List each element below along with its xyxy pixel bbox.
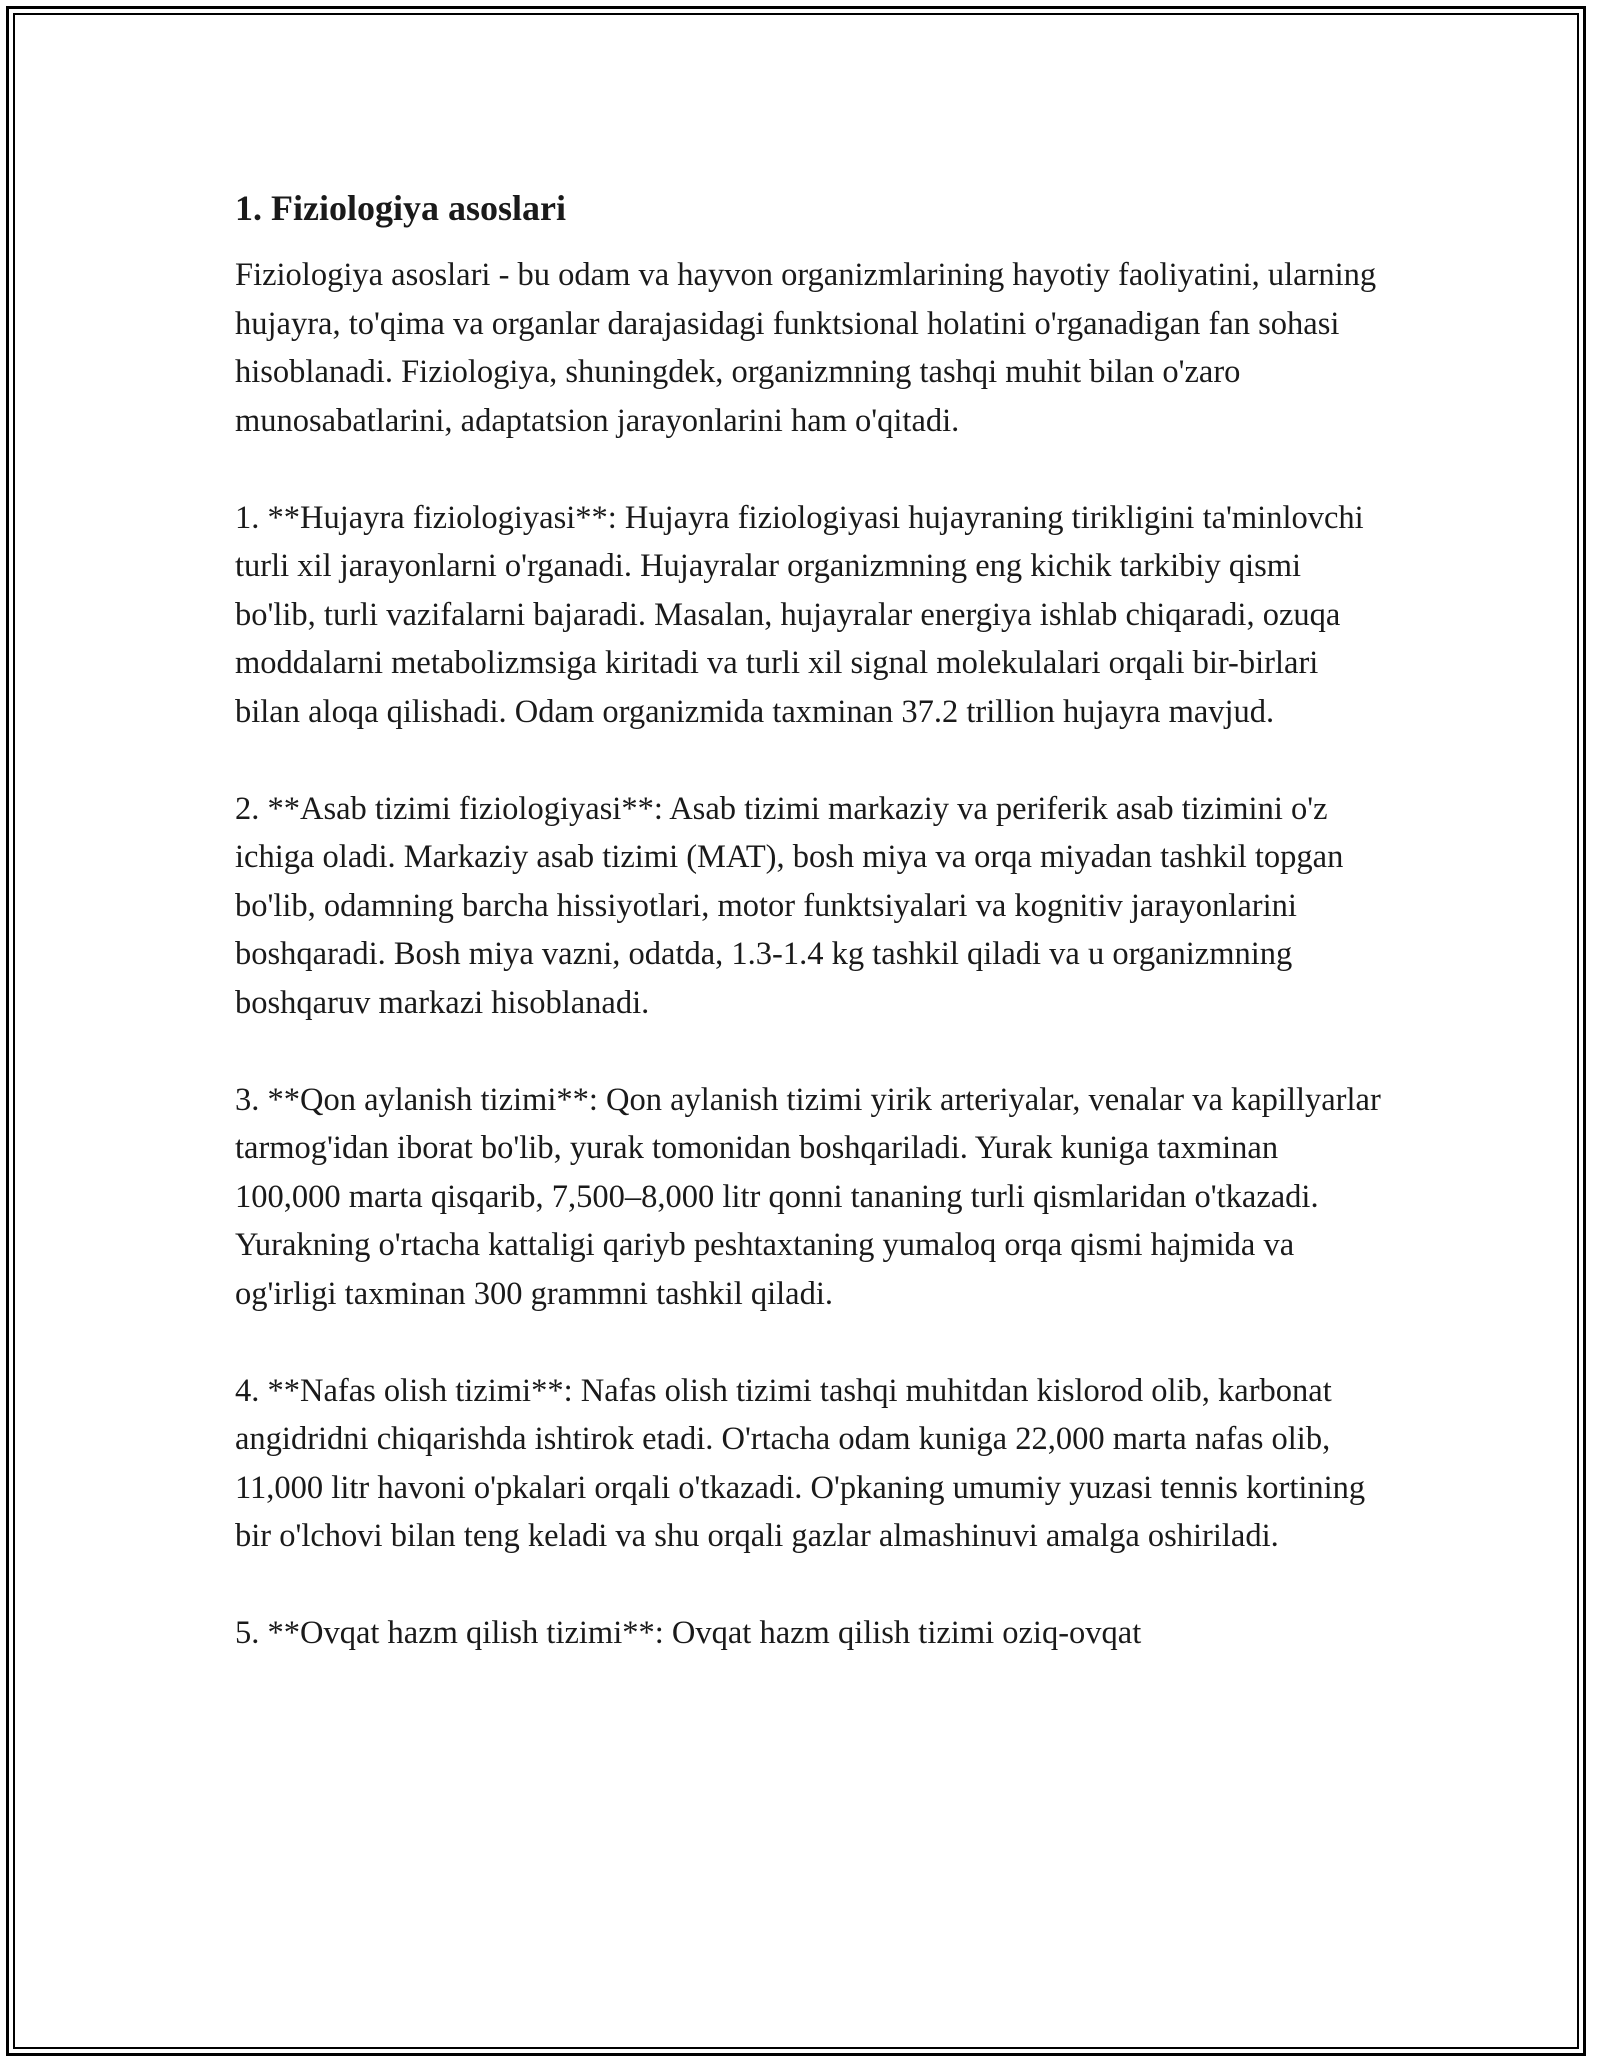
document-body	[235, 185, 1385, 1658]
paragraph-cell-physiology: 1. **Hujayra fiziologiyasi**: Hujayra fiziologiyasi hujayraning tirikligini ta'minlovchi turli xil jarayonlarni o'rganadi. Hujayralar organizmning eng kichik tarkibiy qismi bo'lib, turli vazifalarni bajaradi. Masalan, hujayralar energiya ishlab chiqaradi, ozuqa moddalarni metabolizmsiga kiritadi va turli xil signal molekulalari orqali bir-birlari bilan aloqa qilishadi. Odam organizmida taxminan 37.2 trillion hujayra mavjud.	[235, 499, 1364, 730]
paragraph-digestive-system: 5. **Ovqat hazm qilish tizimi**: Ovqat hazm qilish tizimi oziq-ovqat	[235, 1615, 1142, 1651]
paragraph-circulatory-system: 3. **Qon aylanish tizimi**: Qon aylanish tizimi yirik arteriyalar, venalar va kapillyarlar tarmog'idan iborat bo'lib, yurak tomonidan boshqariladi. Yurak kuniga taxminan 100,000 marta qisqarib, 7,500–8,000 litr qonni tananing turli qismlaridan o'tkazadi. Yurakning o'rtacha kattaligi qariyb peshtaxtaning yumaloq orqa qismi hajmida va og'irligi taxminan 300 grammni tashkil qiladi.	[235, 1081, 1381, 1312]
paragraph-respiratory-system: 4. **Nafas olish tizimi**: Nafas olish tizimi tashqi muhitdan kislorod olib, karbonat angidridni chiqarishda ishtirok etadi. O'rtacha odam kuniga 22,000 marta nafas olib, 11,000 litr havoni o'pkalari orqali o'tkazadi. O'pkaning umumiy yuzasi tennis kortining bir o'lchovi bilan teng keladi va shu orqali gazlar almashinuvi amalga oshiriladi.	[235, 1372, 1366, 1554]
paragraph-intro: Fiziologiya asoslari - bu odam va hayvon organizmlarining hayotiy faoliyatini, ularning hujayra, to'qima va organlar darajasidagi funktsional holatini o'rganadigan fan sohasi hisoblanadi. Fiziologiya, shuningdek, organizmning tashqi muhit bilan o'zaro munosabatlarini, adaptatsion jarayonlarini ham o'qitadi.	[235, 257, 1377, 439]
document-title: 1. Fiziologiya asoslari	[235, 188, 566, 228]
paragraph-nervous-system: 2. **Asab tizimi fiziologiyasi**: Asab tizimi markaziy va periferik asab tizimini o'z ichiga oladi. Markaziy asab tizimi (MAT), bosh miya va orqa miyadan tashkil topgan bo'lib, odamning barcha hissiyotlari, motor funktsiyalari va kognitiv jarayonlarini boshqaradi. Bosh miya vazni, odatda, 1.3-1.4 kg tashkil qiladi va u organizmning boshqaruv markazi hisoblanadi.	[235, 790, 1344, 1021]
